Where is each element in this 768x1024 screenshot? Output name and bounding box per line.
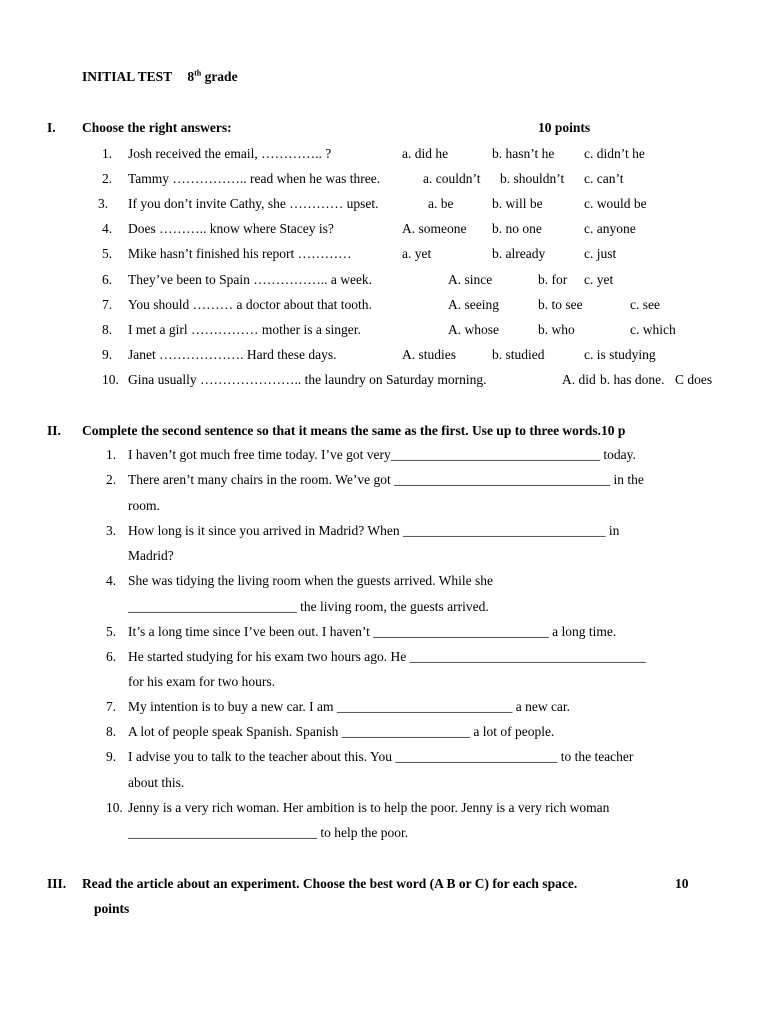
item-number: 7. — [102, 297, 113, 312]
option-b: b. no one — [492, 221, 542, 236]
option-a: A. someone — [402, 221, 467, 236]
option-a: A. did — [562, 372, 596, 387]
sentence-line-continued: about this. — [128, 775, 185, 790]
item-number: 6. — [106, 649, 117, 664]
item-number: 2. — [106, 472, 117, 487]
option-c: c. would be — [584, 196, 647, 211]
sentence-line-continued: for his exam for two hours. — [128, 674, 275, 689]
title-text: INITIAL TEST — [82, 69, 172, 84]
question-text: Josh received the email, ………….. ? — [128, 146, 332, 161]
item-number: 2. — [102, 171, 113, 186]
option-a: a. did he — [402, 146, 449, 161]
sentence-line-continued: Madrid? — [128, 548, 174, 563]
item-number: 8. — [102, 322, 113, 337]
section2-heading: Complete the second sentence so that it means the same as the first. Use up to three words.10 p — [82, 423, 626, 438]
option-b: b. for — [538, 272, 568, 287]
item-number: 3. — [98, 196, 109, 211]
section2-numeral: II. — [47, 423, 61, 438]
option-c: c. which — [630, 322, 676, 337]
option-a: a. couldn’t — [423, 171, 481, 186]
option-c: c. just — [584, 246, 617, 261]
item-number: 4. — [106, 573, 117, 588]
option-c: c. is studying — [584, 347, 656, 362]
option-c: c. didn’t he — [584, 146, 645, 161]
option-c: C does — [675, 372, 713, 387]
question-text: Janet ………………. Hard these days. — [128, 347, 337, 362]
item-number: 6. — [102, 272, 113, 287]
option-b: b. studied — [492, 347, 545, 362]
item-number: 8. — [106, 724, 117, 739]
option-b: b. will be — [492, 196, 543, 211]
option-b: b. has done. — [600, 372, 665, 387]
question-text: Gina usually ………………….. the laundry on Saturday morning. — [128, 372, 487, 387]
section3-heading: Read the article about an experiment. Choose the best word (A B or C) for each space. — [82, 876, 578, 891]
sentence-line-continued: ____________________________ to help the poor. — [128, 825, 409, 840]
question-text: Mike hasn’t finished his report ………… — [128, 246, 352, 261]
option-c: c. see — [630, 297, 660, 312]
section1-numeral: I. — [47, 120, 56, 135]
item-number: 9. — [106, 749, 117, 764]
item-number: 5. — [106, 624, 117, 639]
option-b: b. hasn’t he — [492, 146, 555, 161]
sentence-line: I haven’t got much free time today. I’ve got very_______________________________ today. — [128, 447, 636, 462]
question-text: They’ve been to Spain …………….. a week. — [128, 272, 373, 287]
sentence-line: Jenny is a very rich woman. Her ambition is to help the poor. Jenny is a very rich woman — [128, 800, 610, 815]
option-c: c. yet — [584, 272, 614, 287]
option-a: A. studies — [402, 347, 456, 362]
option-c: c. can’t — [584, 171, 624, 186]
item-number: 5. — [102, 246, 113, 261]
question-text: Tammy …………….. read when he was three. — [128, 171, 381, 186]
option-a: A. since — [448, 272, 493, 287]
option-c: c. anyone — [584, 221, 636, 236]
section3-numeral: III. — [47, 876, 67, 891]
sentence-line: A lot of people speak Spanish. Spanish ___________________ a lot of people. — [128, 724, 555, 739]
sentence-line-continued: _________________________ the living room, the guests arrived. — [128, 599, 489, 614]
page-title — [82, 69, 238, 85]
item-number: 7. — [106, 699, 117, 714]
item-number: 1. — [106, 447, 117, 462]
item-number: 1. — [102, 146, 113, 161]
grade-number: 8 — [187, 69, 195, 84]
grade-word: grade — [204, 69, 238, 84]
option-b: b. already — [492, 246, 546, 261]
sentence-line: My intention is to buy a new car. I am __________________________ a new car. — [128, 699, 571, 714]
section1-heading: Choose the right answers: — [82, 120, 232, 135]
sentence-line: I advise you to talk to the teacher about this. You ________________________ to the teacher — [128, 749, 634, 764]
option-b: b. to see — [538, 297, 583, 312]
sentence-line: How long is it since you arrived in Madrid? When ______________________________ in — [128, 523, 620, 538]
question-text: I met a girl …………… mother is a singer. — [128, 322, 361, 337]
sentence-line: There aren’t many chairs in the room. We’ve got ________________________________ in the — [128, 472, 644, 487]
item-number: 10. — [106, 800, 123, 815]
question-text: Does ……….. know where Stacey is? — [128, 221, 334, 236]
option-a: a. be — [428, 196, 454, 211]
item-number: 10. — [102, 372, 119, 387]
item-number: 3. — [106, 523, 117, 538]
sentence-line: It’s a long time since I’ve been out. I haven’t __________________________ a long time. — [128, 624, 617, 639]
option-b: b. who — [538, 322, 575, 337]
sentence-line: He started studying for his exam two hours ago. He ___________________________________ — [128, 649, 646, 664]
section1-points: 10 points — [538, 120, 591, 135]
option-a: a. yet — [402, 246, 432, 261]
sentence-line-continued: room. — [128, 498, 160, 513]
option-a: A. seeing — [448, 297, 499, 312]
section3-points-word: points — [94, 901, 130, 916]
option-b: b. shouldn’t — [500, 171, 565, 186]
item-number: 4. — [102, 221, 113, 236]
item-number: 9. — [102, 347, 113, 362]
grade-superscript: th — [194, 68, 202, 78]
section3-points-number: 10 — [675, 876, 689, 891]
question-text: If you don’t invite Cathy, she ………… upset. — [128, 196, 379, 211]
option-a: A. whose — [448, 322, 499, 337]
question-text: You should ……… a doctor about that tooth. — [128, 297, 372, 312]
sentence-line: She was tidying the living room when the guests arrived. While she — [128, 573, 493, 588]
